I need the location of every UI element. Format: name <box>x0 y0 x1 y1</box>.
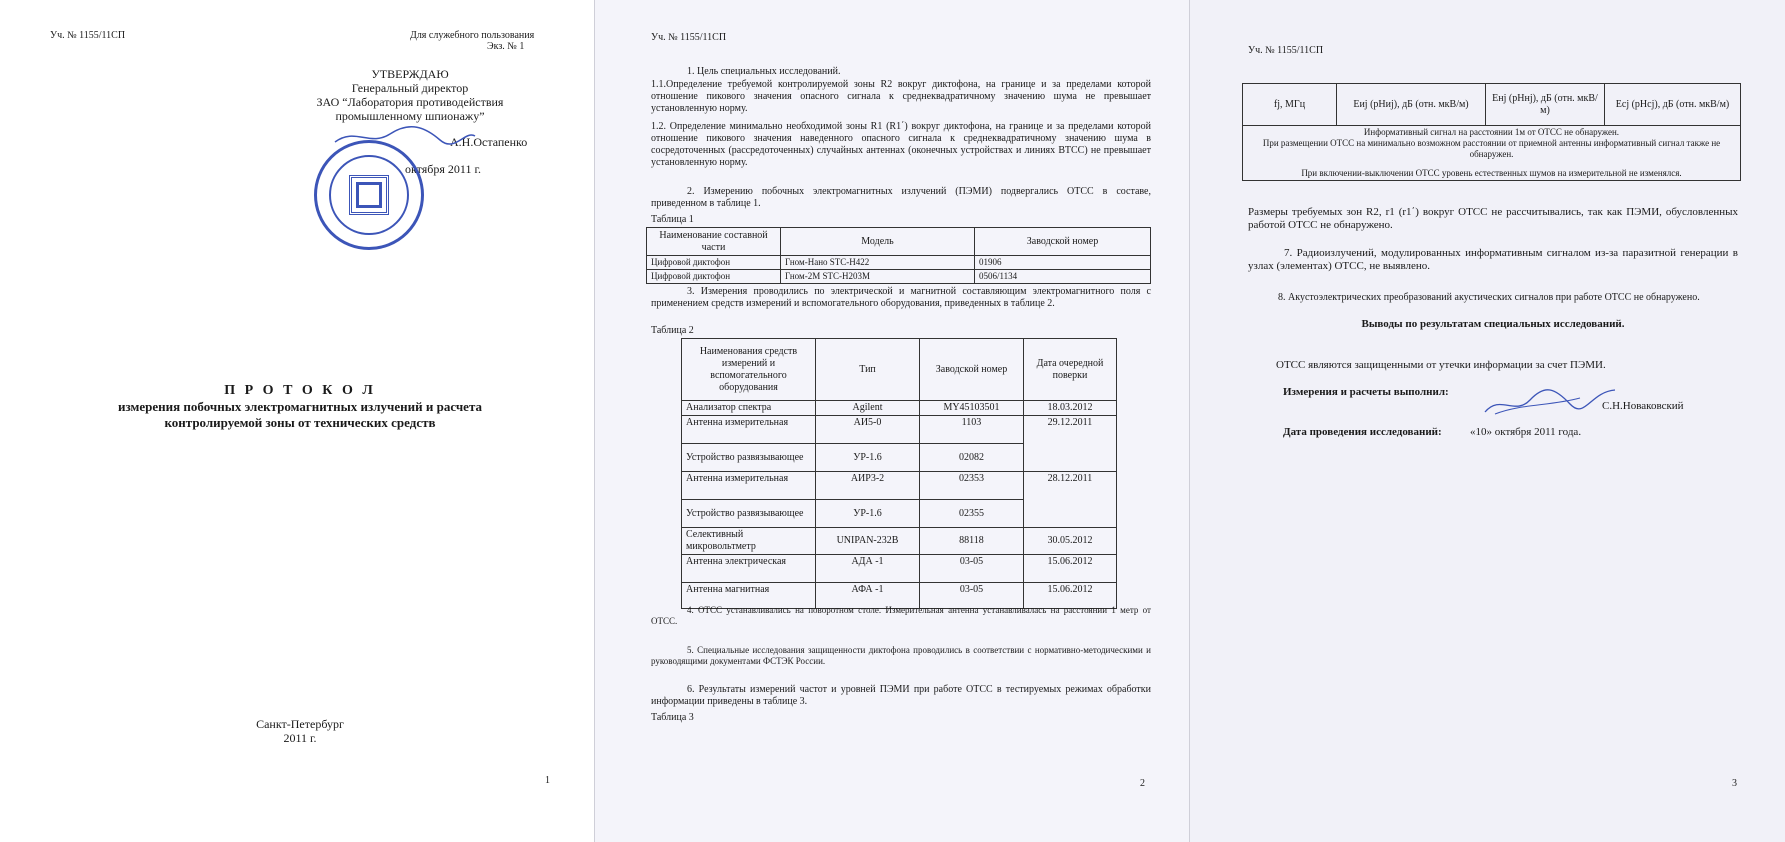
restriction-label: Для служебного пользования <box>410 30 535 41</box>
paragraph-5: 5. Специальные исследования защищенности диктофона проводились в соответствии с нормативно-методическими и руководящими документами ФСТЭК России. <box>651 645 1151 666</box>
table-header-cell: Наименования средств измерений и вспомогательного оборудования <box>682 339 816 401</box>
table-cell: АДА -1 <box>816 555 920 583</box>
table-header-cell: Дата очередной поверки <box>1024 339 1117 401</box>
table-cell: Agilent <box>816 401 920 416</box>
table-1 <box>646 227 1151 284</box>
table-3 <box>1242 83 1741 181</box>
table-note-cell <box>1243 126 1741 181</box>
study-date-label: Дата проведения исследований: <box>1283 426 1442 438</box>
table-header-cell: Заводской номер <box>920 339 1024 401</box>
registration-number: Уч. № 1155/11СП <box>50 30 126 41</box>
table-header-cell: Eнj (рHнj), дБ (отн. мкВ/м) <box>1486 84 1605 126</box>
table-cell: 03-05 <box>920 555 1024 583</box>
document-subtitle-line-1: измерения побочных электромагнитных излучений и расчета <box>118 399 482 414</box>
paragraph-1-1: 1.1.Определение требуемой контролируемой зоны R2 вокруг диктофона, на границе и за пределами которой отношение пикового значения опасного сигнала к среднеквадратичному значению шума не превышает установленную норму. <box>651 79 1151 114</box>
table-cell: 29.12.2011 <box>1024 416 1117 472</box>
approval-line: промышленному шпионажу” <box>335 109 485 123</box>
company-seal <box>314 140 424 250</box>
city: Санкт-Петербург <box>256 717 344 731</box>
performer-signature <box>1480 384 1620 420</box>
table-cell: Цифровой диктофон <box>647 270 781 284</box>
performer-name: С.Н.Новаковский <box>1602 400 1684 412</box>
approval-block <box>300 67 520 123</box>
table-cell: 15.06.2012 <box>1024 555 1117 583</box>
table-cell: MY45103501 <box>920 401 1024 416</box>
table-row <box>682 401 1117 416</box>
table-cell: УР-1.6 <box>816 444 920 472</box>
table-cell: Цифровой диктофон <box>647 256 781 270</box>
table-2 <box>681 338 1117 609</box>
approval-line: УТВЕРЖДАЮ <box>371 67 449 81</box>
table-row <box>682 555 1117 583</box>
table-cell: 01906 <box>975 256 1151 270</box>
table-note: Информативный сигнал на расстоянии 1м от ОТСС не обнаружен. <box>1363 127 1620 137</box>
registration-number: Уч. № 1155/11СП <box>1248 45 1324 56</box>
table-cell: 02353 <box>920 472 1024 500</box>
table-cell: Селективный микровольтметр <box>682 528 816 555</box>
paragraph-1-2: 1.2. Определение минимально необходимой зоны R1 (R1΄) вокруг диктофона, на границе и за пределами которой отношение пикового значения наведенного опасного сигнала к среднеквадратичному значению шума в сосредоточенных (рассредоточенных) случайных антеннах (оконечных устройствах и линиях ВТСС) не превышает установленную норму. <box>651 121 1151 168</box>
table-cell: 30.05.2012 <box>1024 528 1117 555</box>
table-cell: 0506/1134 <box>975 270 1151 284</box>
table-cell: Анализатор спектра <box>682 401 816 416</box>
page-1 <box>0 0 594 842</box>
table-cell: УР-1.6 <box>816 500 920 528</box>
table-cell: 02082 <box>920 444 1024 472</box>
conclusion-text: ОТСС являются защищенными от утечки информации за счет ПЭМИ. <box>1276 359 1606 371</box>
document-subtitle-line-2: контролируемой зоны от технических средств <box>164 415 436 430</box>
table-row <box>682 416 1117 444</box>
table-header-cell: Тип <box>816 339 920 401</box>
table-cell: АИР3-2 <box>816 472 920 500</box>
table-row <box>647 270 1151 284</box>
table-cell: АИ5-0 <box>816 416 920 444</box>
table-header-cell: Eиj (рHиj), дБ (отн. мкВ/м) <box>1337 84 1486 126</box>
table-header-cell: fj, МГц <box>1243 84 1337 126</box>
approval-date: октября 2011 г. <box>405 162 482 176</box>
table-cell: Антенна электрическая <box>682 555 816 583</box>
page-number: 1 <box>545 775 550 786</box>
paragraph-4: 4. ОТСС устанавливались на поворотном столе. Измерительная антенна устанавливалась на расстоянии 1 метр от ОТСС. <box>651 605 1151 626</box>
table-cell: 88118 <box>920 528 1024 555</box>
year: 2011 г. <box>283 731 317 745</box>
table-header-cell: Заводской номер <box>975 228 1151 256</box>
page-3 <box>1189 0 1785 842</box>
document-title: П Р О Т О К О Л <box>224 383 376 398</box>
table-cell: 15.06.2012 <box>1024 583 1117 609</box>
approval-line: ЗАО “Лаборатория противодействия <box>316 95 504 109</box>
performed-by-label: Измерения и расчеты выполнил: <box>1283 386 1449 398</box>
study-date-value: «10» октября 2011 года. <box>1470 426 1582 438</box>
paragraph-8: 8. Акустоэлектрических преобразований акустических сигналов при работе ОТСС не обнаружено. <box>1278 292 1700 303</box>
table-header-cell: Модель <box>781 228 975 256</box>
table-cell: Устройство развязывающее <box>682 500 816 528</box>
table-3-caption: Таблица 3 <box>651 712 694 723</box>
table-cell: UNIPAN-232B <box>816 528 920 555</box>
table-header-cell: Eсj (рHсj), дБ (отн. мкВ/м) <box>1605 84 1741 126</box>
section-heading: 1. Цель специальных исследований. <box>687 66 841 77</box>
table-1-caption: Таблица 1 <box>651 214 694 225</box>
table-cell: 1103 <box>920 416 1024 444</box>
table-cell: 03-05 <box>920 583 1024 609</box>
table-cell: АФА -1 <box>816 583 920 609</box>
table-row <box>682 472 1117 500</box>
table-note: При включении-выключении ОТСС уровень естественных шумов на измерительной не изменялся. <box>1301 168 1682 178</box>
approval-line: Генеральный директор <box>351 81 469 95</box>
copy-number: Экз. № 1 <box>487 41 525 52</box>
paragraph-7: 7. Радиоизлучений, модулированных информативным сигналом из-за паразитной генерации в узлах (элементах) ОТСС, не выявлено. <box>1248 247 1738 272</box>
paragraph-2: 2. Измерению побочных электромагнитных излучений (ПЭМИ) подвергались ОТСС в составе, приведенном в таблице 1. <box>651 186 1151 209</box>
table-2-caption: Таблица 2 <box>651 325 694 336</box>
page-2 <box>594 0 1189 842</box>
paragraph-6: 6. Результаты измерений частот и уровней ПЭМИ при работе ОТСС в тестируемых режимах обработки информации приведены в таблице 3. <box>651 684 1151 707</box>
conclusions-heading: Выводы по результатам специальных исследований. <box>1361 318 1625 330</box>
paragraph-zone-sizes: Размеры требуемых зон R2, r1 (r1΄) вокруг ОТСС не рассчитывались, так как ПЭМИ, обусловленных работой ОТСС не обнаружено. <box>1248 206 1738 231</box>
table-cell: Гном-Нано STC-H422 <box>781 256 975 270</box>
table-cell: 02355 <box>920 500 1024 528</box>
table-row <box>682 528 1117 555</box>
table-row <box>1243 126 1741 181</box>
table-cell: Антенна измерительная <box>682 416 816 444</box>
paragraph-3: 3. Измерения проводились по электрической и магнитной составляющим электромагнитного поля с применением средств измерений и вспомогательного оборудования, приведенных в таблице 2. <box>651 286 1151 309</box>
table-cell: Антенна магнитная <box>682 583 816 609</box>
table-cell: Устройство развязывающее <box>682 444 816 472</box>
registration-number: Уч. № 1155/11СП <box>651 32 727 43</box>
table-cell: Гном-2М STC-H203M <box>781 270 975 284</box>
table-header-row <box>1243 84 1741 126</box>
table-row <box>647 256 1151 270</box>
table-header-row <box>682 339 1117 401</box>
table-note: При размещении ОТСС на минимально возможном расстоянии от приемной антенны информативный сигнал также не обнаружен. <box>1262 138 1721 159</box>
page-number: 2 <box>1140 778 1145 789</box>
table-header-cell: Наименование составной части <box>647 228 781 256</box>
page-number: 3 <box>1732 778 1737 789</box>
table-header-row <box>647 228 1151 256</box>
table-cell: 28.12.2011 <box>1024 472 1117 528</box>
approver-name: А.Н.Остапенко <box>450 135 528 149</box>
table-cell: 18.03.2012 <box>1024 401 1117 416</box>
table-cell: Антенна измерительная <box>682 472 816 500</box>
